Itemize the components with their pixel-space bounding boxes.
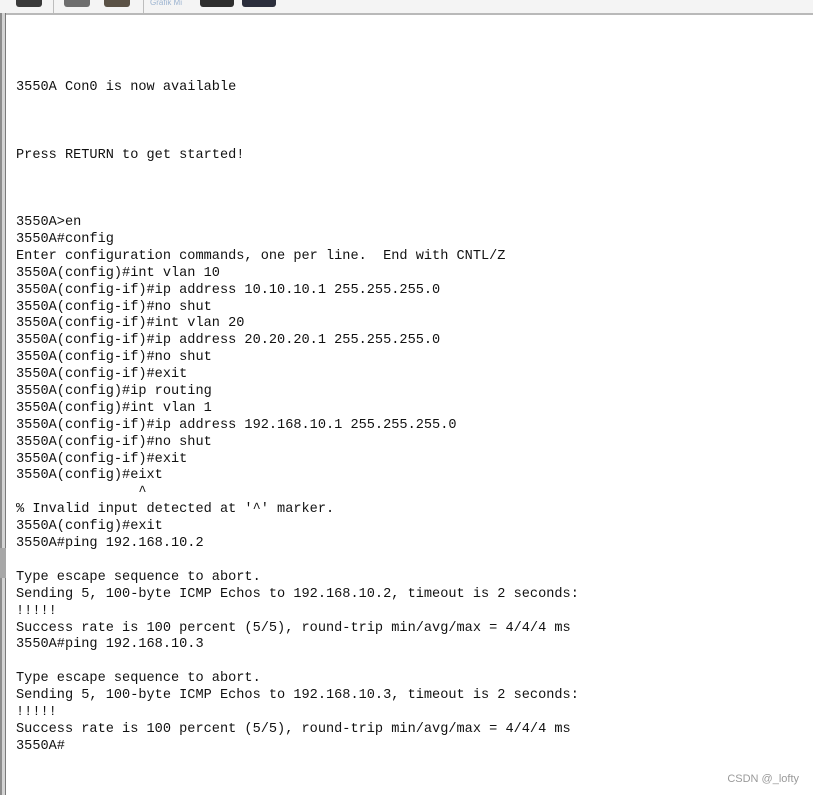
terminal-line: 3550A(config)#int vlan 10 — [16, 265, 220, 281]
terminal-line: 3550A(config-if)#ip address 20.20.20.1 255.255.255.0 — [16, 333, 441, 349]
window-left-edge — [0, 13, 6, 795]
terminal-line: 3550A(config)#exit — [16, 519, 163, 535]
terminal-line: Success rate is 100 percent (5/5), round-trip min/avg/max = 4/4/4 ms — [16, 620, 571, 636]
toolbar — [0, 0, 813, 15]
terminal-output[interactable] — [16, 80, 806, 770]
terminal-line: % Invalid input detected at '^' marker. — [16, 502, 335, 518]
terminal-line: 3550A(config)#ip routing — [16, 384, 212, 400]
terminal-line: Type escape sequence to abort. — [16, 569, 261, 585]
toolbar-button-icon[interactable] — [64, 0, 90, 7]
terminal-line — [16, 164, 806, 181]
terminal-line: Sending 5, 100-byte ICMP Echos to 192.168.10.3, timeout is 2 seconds: — [16, 688, 579, 704]
terminal-line: 3550A(config)#int vlan 1 — [16, 400, 212, 416]
toolbar-button-icon[interactable] — [16, 0, 42, 7]
terminal-line: ^ — [16, 485, 147, 501]
terminal-line: 3550A#ping 192.168.10.3 — [16, 637, 204, 653]
terminal-line: Enter configuration commands, one per line. End with CNTL/Z — [16, 248, 506, 264]
resize-handle[interactable] — [0, 548, 6, 578]
terminal-line: Press RETURN to get started! — [16, 147, 245, 163]
terminal-line — [16, 181, 806, 198]
terminal-line: Success rate is 100 percent (5/5), round-trip min/avg/max = 4/4/4 ms — [16, 721, 571, 737]
terminal-line: !!!!! — [16, 704, 57, 720]
toolbar-button-icon[interactable] — [104, 0, 130, 7]
terminal-line: 3550A Con0 is now available — [16, 80, 237, 95]
terminal-line: 3550A>en — [16, 215, 82, 231]
terminal-line: 3550A#ping 192.168.10.2 — [16, 536, 204, 552]
terminal-line: 3550A(config-if)#ip address 10.10.10.1 255.255.255.0 — [16, 282, 441, 298]
watermark: CSDN @_lofty — [727, 773, 799, 785]
toolbar-separator — [143, 0, 144, 13]
toolbar-button-icon[interactable] — [242, 0, 276, 7]
terminal-line: Type escape sequence to abort. — [16, 671, 261, 687]
terminal-line: 3550A(config-if)#no shut — [16, 434, 212, 450]
terminal-line: 3550A(config-if)#int vlan 20 — [16, 316, 245, 332]
terminal-line: 3550A(config-if)#no shut — [16, 299, 212, 315]
terminal-line: Sending 5, 100-byte ICMP Echos to 192.168.10.2, timeout is 2 seconds: — [16, 586, 579, 602]
terminal-line — [16, 198, 806, 215]
terminal-line — [16, 97, 806, 114]
terminal-line: 3550A(config-if)#exit — [16, 451, 188, 467]
toolbar-separator — [53, 0, 54, 13]
toolbar-button-icon[interactable] — [200, 0, 234, 7]
terminal-line: 3550A(config)#eixt — [16, 468, 163, 484]
terminal-line — [16, 654, 806, 671]
terminal-line — [16, 114, 806, 131]
terminal-line — [16, 553, 806, 570]
terminal-line: 3550A(config-if)#no shut — [16, 350, 212, 366]
terminal-line: 3550A#config — [16, 232, 114, 248]
terminal-line: 3550A(config-if)#ip address 192.168.10.1 255.255.255.0 — [16, 417, 457, 433]
terminal-line — [16, 131, 806, 148]
terminal-line: 3550A(config-if)#exit — [16, 367, 188, 383]
terminal-line: !!!!! — [16, 603, 57, 619]
toolbar-label: Grafik Mi — [150, 0, 182, 7]
terminal-line: 3550A# — [16, 738, 65, 754]
